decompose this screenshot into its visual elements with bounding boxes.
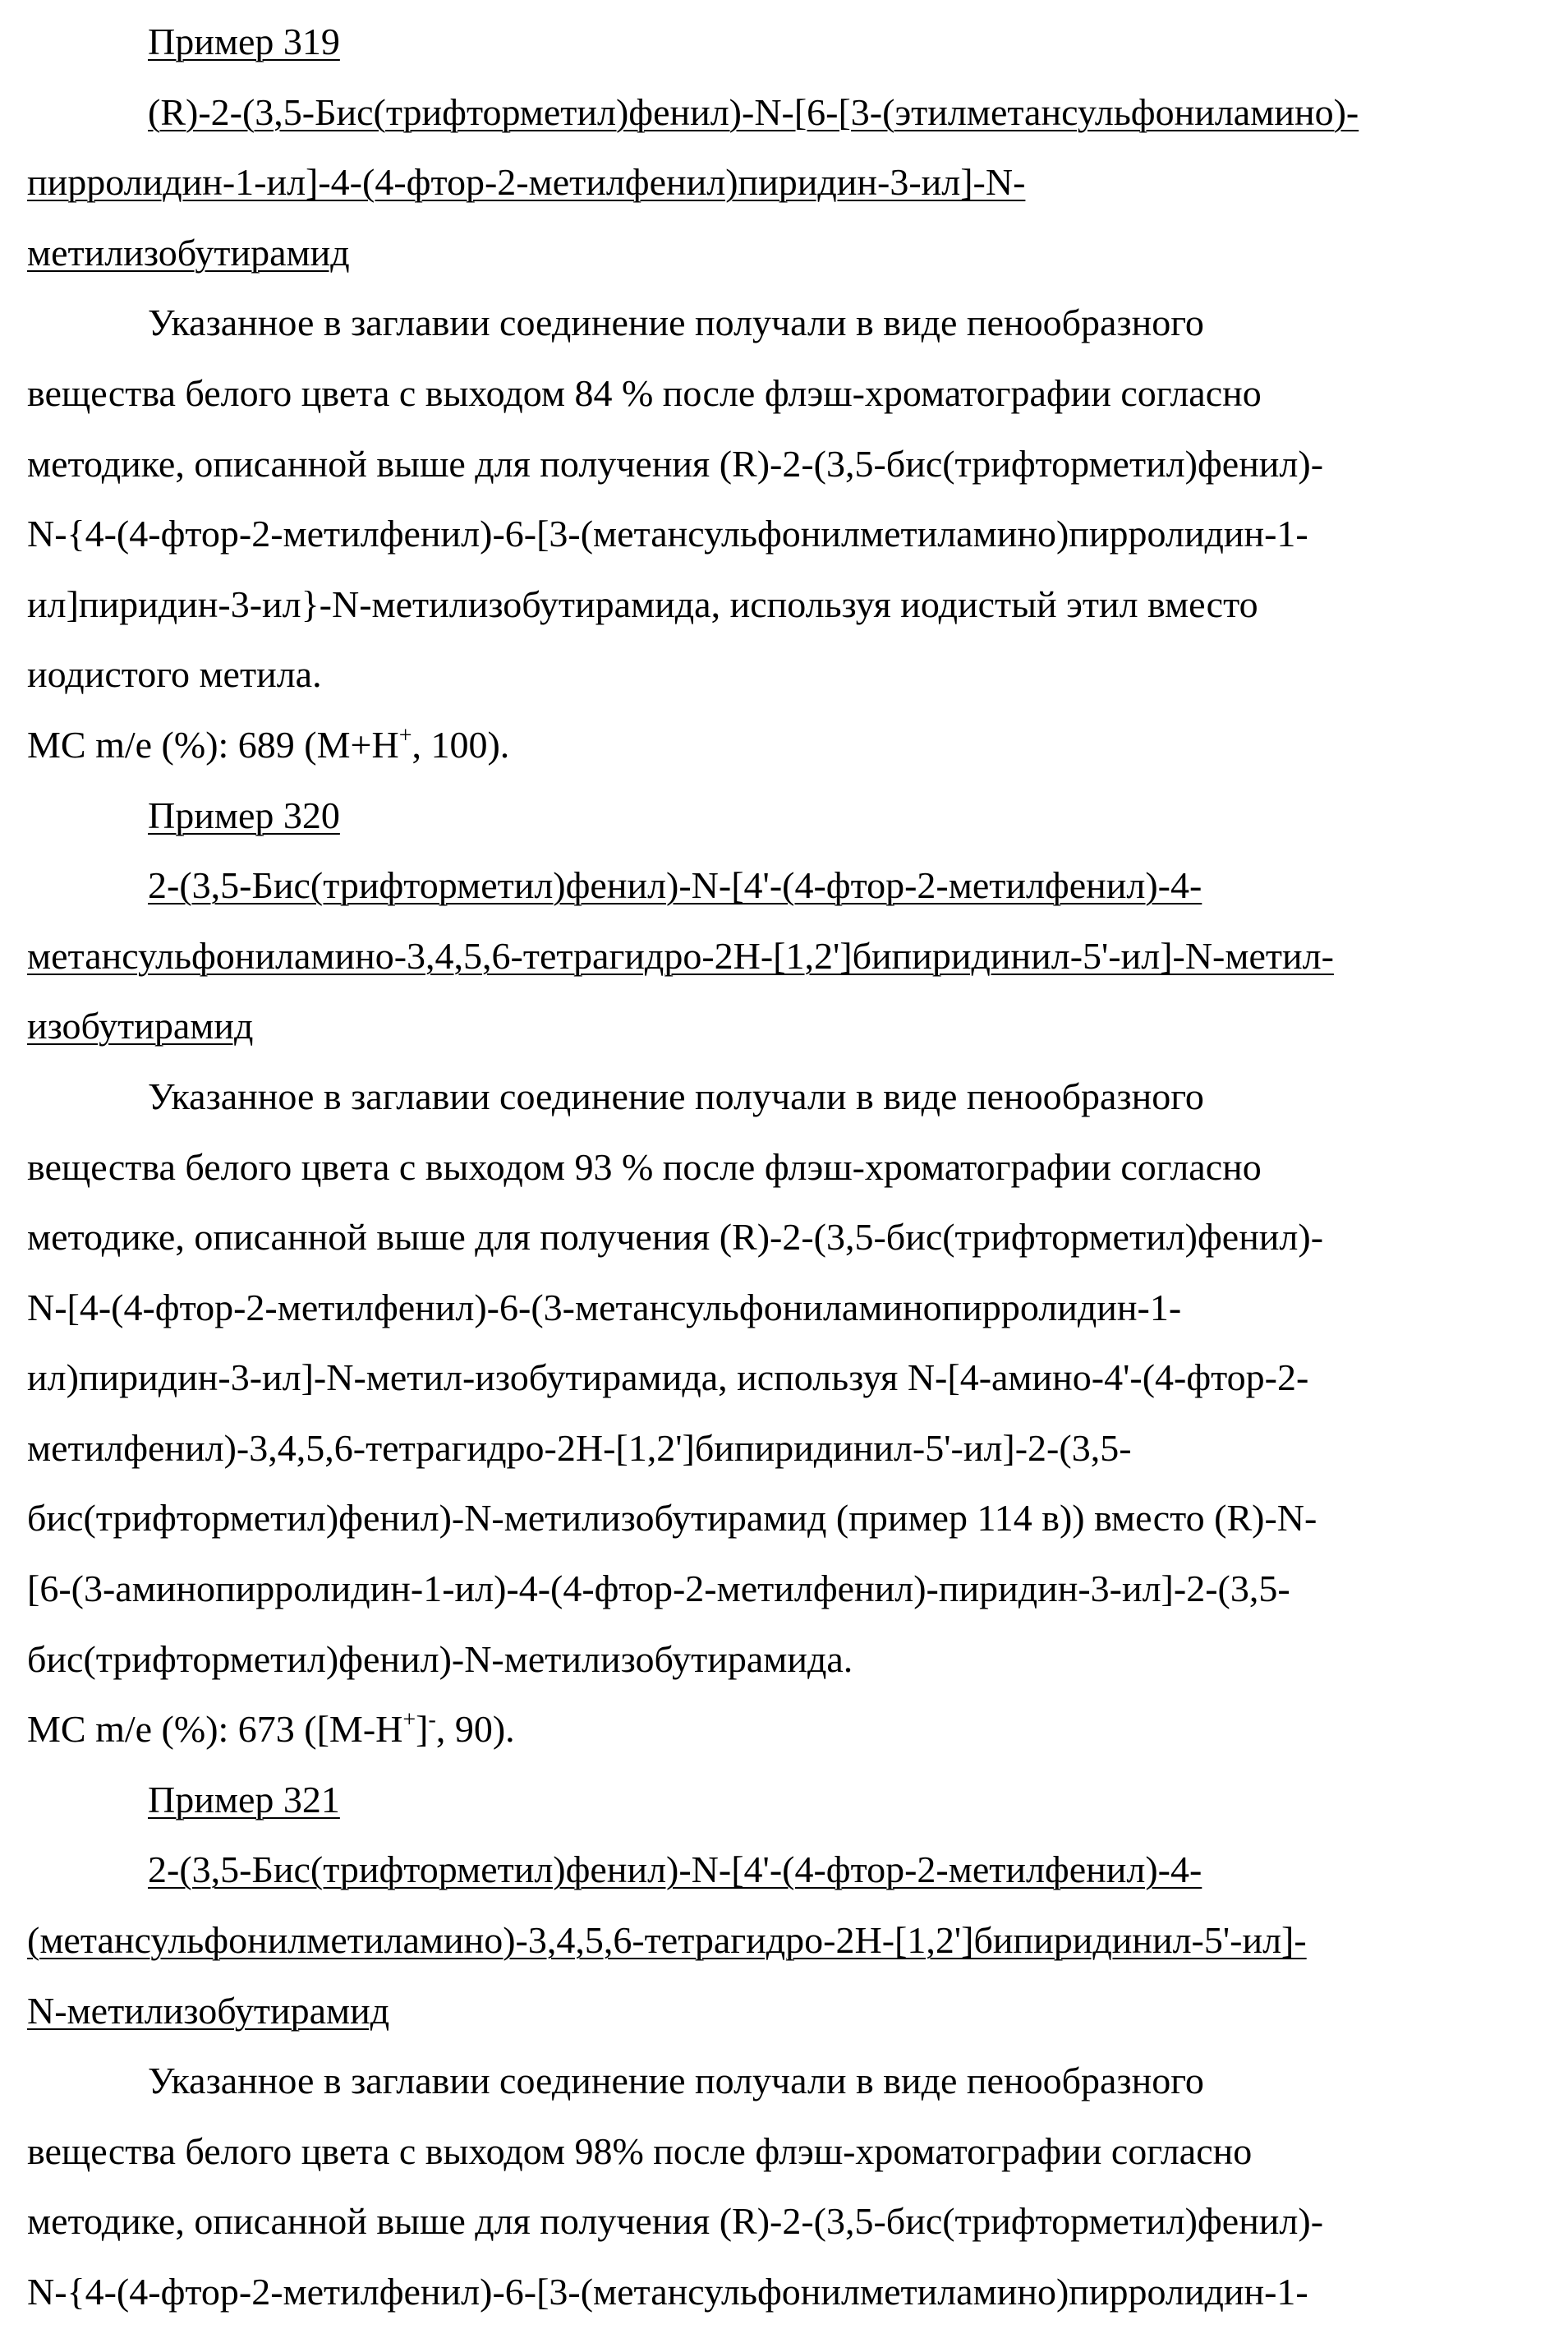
body-text-line: вещества белого цвета с выходом 84 % после флэш-хроматографии согласно bbox=[27, 358, 1555, 429]
example-heading-text: Пример 320 bbox=[148, 794, 340, 836]
mass-spec-prefix: MC m/e (%): 689 (M+H bbox=[27, 724, 399, 766]
compound-title-line bbox=[27, 218, 1555, 288]
mass-spec-suffix: ] bbox=[416, 1708, 428, 1750]
body-text-line: вещества белого цвета с выходом 98% после флэш-хроматографии согласно bbox=[27, 2116, 1555, 2187]
compound-title-line bbox=[27, 1976, 1555, 2046]
compound-title-text: метилизобутирамид bbox=[27, 232, 350, 274]
mass-spec-prefix: MC m/e (%): 673 ([M-H bbox=[27, 1708, 402, 1750]
compound-title-text: 2-(3,5-Бис(трифторметил)фенил)-N-[4'-(4-фтор-2-метилфенил)-4- bbox=[148, 864, 1202, 906]
body-text-line: иодистого метила. bbox=[27, 639, 1555, 710]
body-text-line: метилфенил)-3,4,5,6-тетрагидро-2H-[1,2']бипиридинил-5'-ил]-2-(3,5- bbox=[27, 1413, 1555, 1484]
compound-title-text: метансульфониламино-3,4,5,6-тетрагидро-2H-[1,2']бипиридинил-5'-ил]-N-метил- bbox=[27, 935, 1334, 977]
example-section bbox=[27, 780, 1555, 1765]
compound-title-line bbox=[27, 991, 1555, 1061]
mass-spec-suffix: , 100). bbox=[412, 724, 509, 766]
body-text-line: N-{4-(4-фтор-2-метилфенил)-6-[3-(метансульфонилметиламино)пирролидин-1- bbox=[27, 499, 1555, 569]
mass-spec-sup: + bbox=[402, 1707, 416, 1733]
mass-spec-sup2: - bbox=[429, 1707, 436, 1733]
compound-title-text: (метансульфонилметиламино)-3,4,5,6-тетрагидро-2H-[1,2']бипиридинил-5'-ил]- bbox=[27, 1919, 1307, 1961]
body-text-line: ил)пиридин-3-ил]-N-метил-изобутирамида, используя N-[4-амино-4'-(4-фтор-2- bbox=[27, 1342, 1555, 1413]
body-text-line: бис(трифторметил)фенил)-N-метилизобутирамида. bbox=[27, 1624, 1555, 1695]
body-text-line: вещества белого цвета с выходом 93 % после флэш-хроматографии согласно bbox=[27, 1132, 1555, 1203]
body-text-line: [6-(3-аминопирролидин-1-ил)-4-(4-фтор-2-метилфенил)-пиридин-3-ил]-2-(3,5- bbox=[27, 1554, 1555, 1624]
body-text-line: методике, описанной выше для получения (R)-2-(3,5-бис(трифторметил)фенил)- bbox=[27, 429, 1555, 499]
body-text-line: N-{4-(4-фтор-2-метилфенил)-6-[3-(метансульфонилметиламино)пирролидин-1- bbox=[27, 2257, 1555, 2327]
body-text-line: ил]пиридин-3-ил}-N-метилизобутирамида, используя иодистый этил вместо bbox=[27, 569, 1555, 640]
mass-spec-sup: + bbox=[399, 723, 412, 748]
compound-title-line bbox=[27, 147, 1555, 218]
body-text-line: N-[4-(4-фтор-2-метилфенил)-6-(3-метансульфониламинопирролидин-1- bbox=[27, 1273, 1555, 1343]
compound-title-line bbox=[27, 850, 1555, 921]
mass-spec-line bbox=[27, 710, 1555, 780]
compound-title-line bbox=[27, 921, 1555, 992]
compound-title-line bbox=[27, 1834, 1555, 1905]
body-text-line: бис(трифторметил)фенил)-N-метилизобутирамид (пример 114 в)) вместо (R)-N- bbox=[27, 1483, 1555, 1554]
compound-title-text: N-метилизобутирамид bbox=[27, 1990, 389, 2032]
example-heading bbox=[27, 1765, 1555, 1835]
body-text-line: методике, описанной выше для получения (R)-2-(3,5-бис(трифторметил)фенил)- bbox=[27, 2186, 1555, 2257]
example-heading bbox=[27, 780, 1555, 851]
compound-title-text: 2-(3,5-Бис(трифторметил)фенил)-N-[4'-(4-фтор-2-метилфенил)-4- bbox=[148, 1848, 1202, 1890]
body-text-line: Указанное в заглавии соединение получали в виде пенообразного bbox=[27, 2046, 1555, 2116]
example-heading-text: Пример 321 bbox=[148, 1779, 340, 1821]
body-text-line: Указанное в заглавии соединение получали в виде пенообразного bbox=[27, 1061, 1555, 1132]
mass-spec-suffix2: , 90). bbox=[436, 1708, 515, 1750]
example-section bbox=[27, 1765, 1555, 2327]
example-heading bbox=[27, 7, 1555, 77]
compound-title-text: изобутирамид bbox=[27, 1005, 253, 1047]
compound-title-line bbox=[27, 1905, 1555, 1976]
compound-title-text: пирролидин-1-ил]-4-(4-фтор-2-метилфенил)пиридин-3-ил]-N- bbox=[27, 161, 1025, 203]
example-section bbox=[27, 7, 1555, 780]
body-text-line: методике, описанной выше для получения (R)-2-(3,5-бис(трифторметил)фенил)- bbox=[27, 1202, 1555, 1273]
document-page bbox=[27, 7, 1555, 2327]
mass-spec-line bbox=[27, 1694, 1555, 1765]
example-heading-text: Пример 319 bbox=[148, 21, 340, 62]
compound-title-line bbox=[27, 77, 1555, 148]
body-text-line: Указанное в заглавии соединение получали в виде пенообразного bbox=[27, 288, 1555, 358]
compound-title-text: (R)-2-(3,5-Бис(трифторметил)фенил)-N-[6-[3-(этилметансульфониламино)- bbox=[148, 91, 1359, 133]
